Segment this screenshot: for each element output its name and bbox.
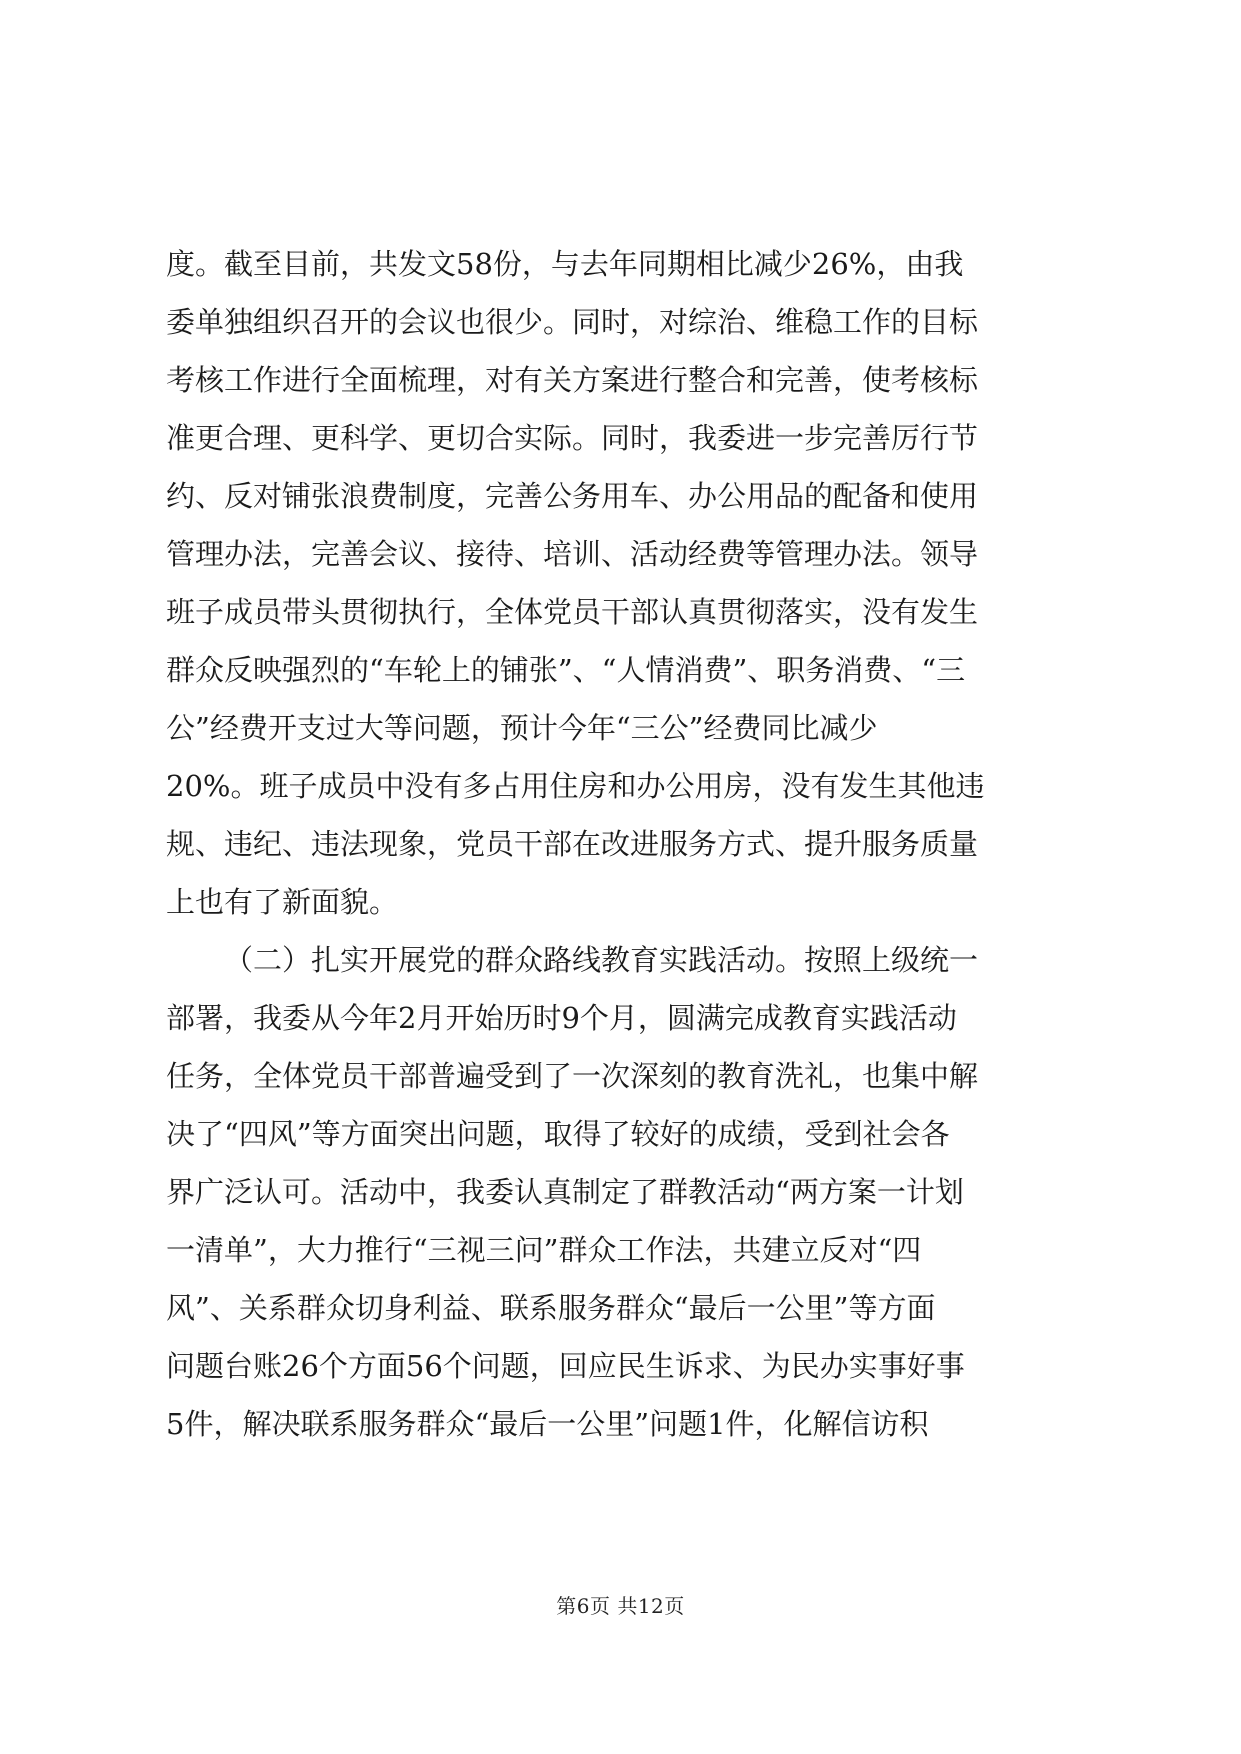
text-line: 委单独组织召开的会议也很少。同时，对综治、维稳工作的目标	[166, 305, 979, 339]
text-line: 约、反对铺张浪费制度，完善公务用车、办公用品的配备和使用	[166, 479, 979, 513]
text-line: 风”、关系群众切身利益、联系服务群众“最后一公里”等方面	[166, 1291, 936, 1325]
text-line: 部署，我委从今年2月开始历时9个月，圆满完成教育实践活动	[166, 1001, 957, 1035]
text-line: 20%。班子成员中没有多占用住房和办公用房，没有发生其他违	[166, 769, 985, 803]
text-line: 公”经费开支过大等问题，预计今年“三公”经费同比减少	[166, 711, 878, 745]
body-text	[166, 235, 1076, 1453]
text-line: 规、违纪、违法现象，党员干部在改进服务方式、提升服务质量	[166, 827, 979, 861]
paragraph-start-line: （二）扎实开展党的群众路线教育实践活动。按照上级统一	[224, 943, 979, 977]
text-line: 决了“四风”等方面突出问题，取得了较好的成绩，受到社会各	[166, 1117, 950, 1151]
text-line: 5件，解决联系服务群众“最后一公里”问题1件，化解信访积	[166, 1407, 929, 1441]
text-line: 群众反映强烈的“车轮上的铺张”、“人情消费”、职务消费、“三	[166, 653, 966, 687]
text-line: 班子成员带头贯彻执行，全体党员干部认真贯彻落实，没有发生	[166, 595, 979, 629]
page-footer: 第6页 共12页	[556, 1594, 685, 1618]
text-line: 考核工作进行全面梳理，对有关方案进行整合和完善，使考核标	[166, 363, 979, 397]
text-line: 准更合理、更科学、更切合实际。同时，我委进一步完善厉行节	[166, 421, 979, 455]
text-line: 界广泛认可。活动中，我委认真制定了群教活动“两方案一计划	[166, 1175, 964, 1209]
text-line: 管理办法，完善会议、接待、培训、活动经费等管理办法。领导	[166, 537, 979, 571]
text-line: 任务，全体党员干部普遍受到了一次深刻的教育洗礼，也集中解	[166, 1059, 979, 1093]
text-line: 问题台账26个方面56个问题，回应民生诉求、为民办实事好事	[166, 1349, 965, 1383]
text-line: 度。截至目前，共发文58份，与去年同期相比减少26%，由我	[166, 247, 964, 281]
text-line: 上也有了新面貌。	[166, 885, 399, 919]
text-line: 一清单”，大力推行“三视三问”群众工作法，共建立反对“四	[166, 1233, 922, 1267]
